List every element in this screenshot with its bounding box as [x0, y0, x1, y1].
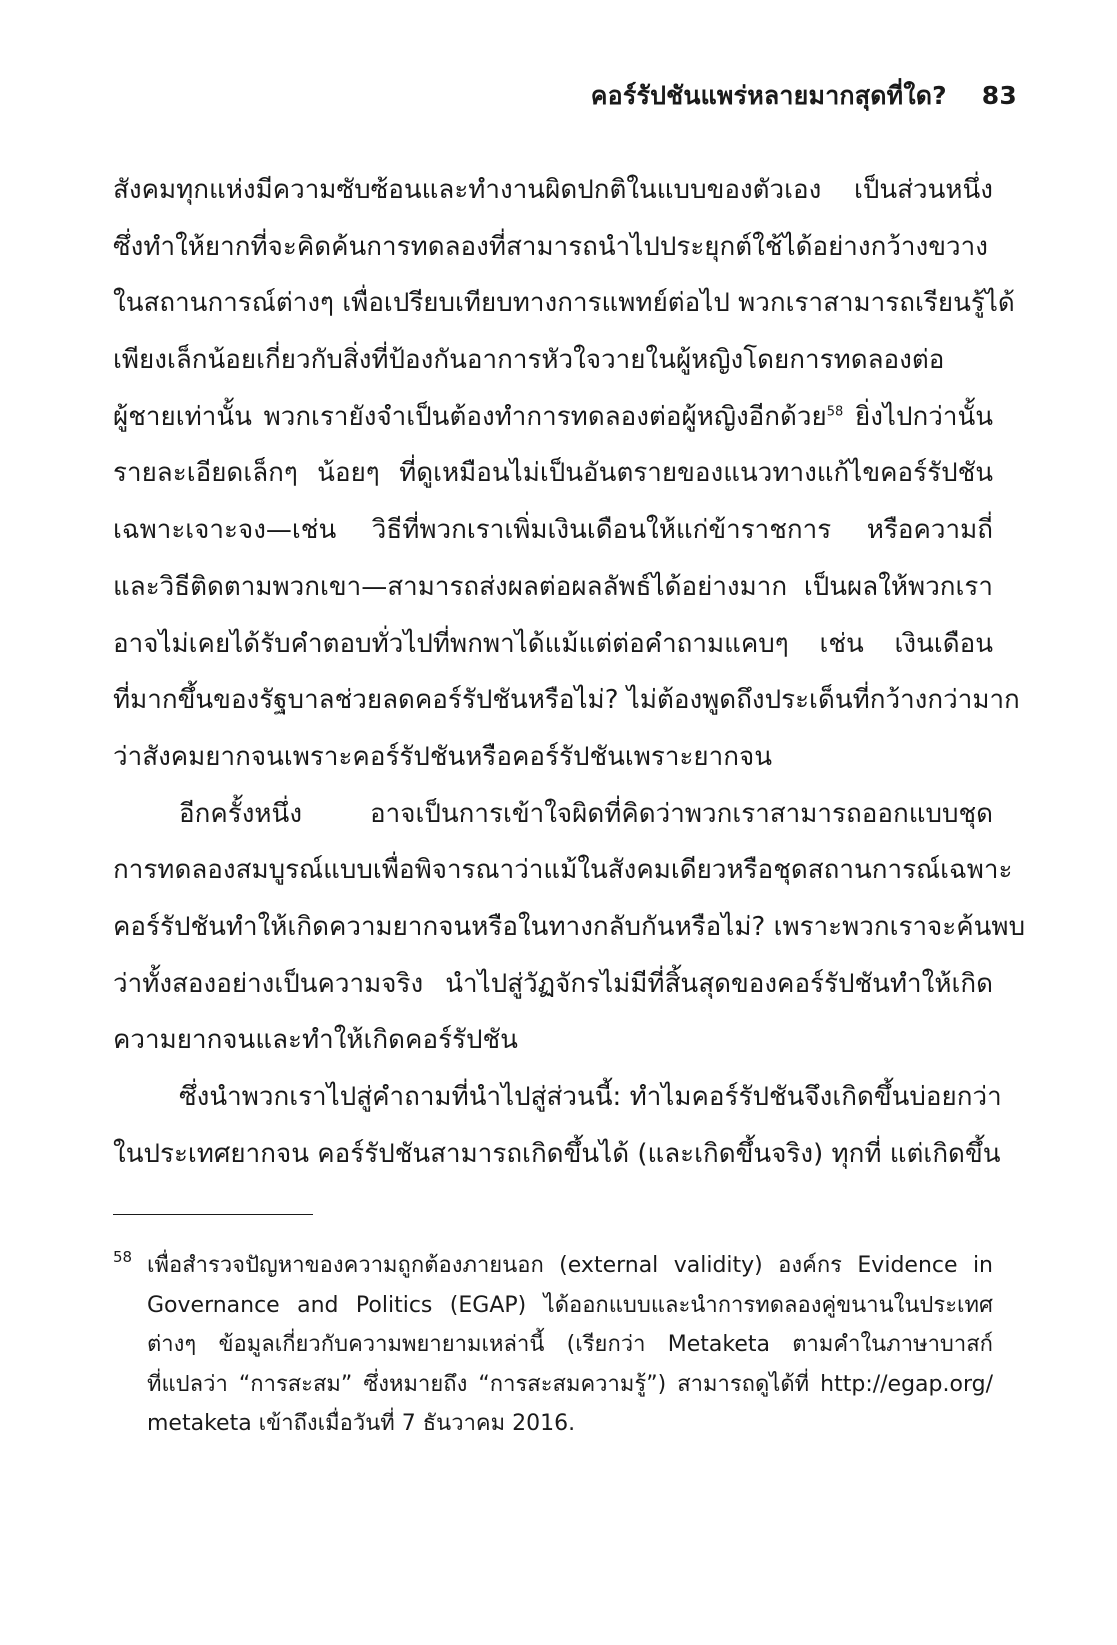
text-line: ซึ่งนำพวกเราไปสู่คำถามที่นำไปสู่ส่วนนี้: ทำไมคอร์รัปชันจึงเกิดขึ้นบ่อยกว่า — [179, 1082, 1002, 1112]
footnote-number: 58 — [113, 1248, 133, 1266]
text-line: ว่าสังคมยากจนเพราะคอร์รัปชันหรือคอร์รัปชันเพราะยากจน — [113, 741, 773, 772]
footnote-divider — [113, 1214, 313, 1215]
body-text — [113, 162, 1026, 1182]
text-line: เฉพาะเจาะจง—เช่น วิธีที่พวกเราเพิ่มเงินเดือนให้แก่ข้าราชการ หรือความถี่ — [113, 515, 993, 546]
paragraph-2 — [113, 786, 1026, 1069]
text-segment: ผู้ชายเท่านั้น พวกเรายังจำเป็นต้องทำการทดลองต่อผู้หญิงอีกด้วย — [113, 401, 827, 432]
text-line: ในสถานการณ์ต่างๆ เพื่อเปรียบเทียบทางการแพทย์ต่อไป พวกเราสามารถเรียนรู้ได้ — [113, 288, 1015, 319]
text-line: อาจไม่เคยได้รับคำตอบทั่วไปที่พกพาได้แม้แต่ต่อคำถามแคบๆ เช่น เงินเดือน — [113, 628, 993, 659]
running-head — [591, 76, 1017, 116]
text-line-with-footnote-ref — [113, 389, 993, 446]
paragraph-3 — [113, 1069, 1002, 1182]
text-line: การทดลองสมบูรณ์แบบเพื่อพิจารณาว่าแม้ในสังคมเดียวหรือชุดสถานการณ์เฉพาะ — [113, 855, 1013, 886]
text-line: ที่มากขึ้นของรัฐบาลช่วยลดคอร์รัปชันหรือไม่? ไม่ต้องพูดถึงประเด็นที่กว้างกว่ามาก — [113, 685, 1020, 716]
text-line: คอร์รัปชันทำให้เกิดความยากจนหรือในทางกลับกันหรือไม่? เพราะพวกเราจะค้นพบ — [113, 911, 1026, 942]
paragraph-1 — [113, 162, 1020, 786]
text-line: และวิธีติดตามพวกเขา—สามารถส่งผลต่อผลลัพธ์ได้อย่างมาก เป็นผลให้พวกเรา — [113, 571, 993, 602]
footnote-line: ต่างๆ ข้อมูลเกี่ยวกับความพยายามเหล่านี้ (เรียกว่า Metaketa ตามคำในภาษาบาสก์ — [147, 1332, 993, 1357]
footnote-line: metaketa เข้าถึงเมื่อวันที่ 7 ธันวาคม 2016. — [147, 1411, 576, 1436]
text-line: ความยากจนและทำให้เกิดคอร์รัปชัน — [113, 1025, 518, 1056]
footnote — [113, 1246, 993, 1444]
text-line: เพียงเล็กน้อยเกี่ยวกับสิ่งที่ป้องกันอาการหัวใจวายในผู้หญิงโดยการทดลองต่อ — [113, 345, 945, 376]
text-line: ว่าทั้งสองอย่างเป็นความจริง นำไปสู่วัฏจักรไม่มีที่สิ้นสุดของคอร์รัปชันทำให้เกิด — [113, 968, 993, 999]
text-line: ซึ่งทำให้ยากที่จะคิดค้นการทดลองที่สามารถนำไปประยุกต์ใช้ได้อย่างกว้างขวาง — [113, 231, 988, 262]
footnote-body — [147, 1246, 993, 1444]
footnote-line: Governance and Politics (EGAP) ได้ออกแบบและนำการทดลองคู่ขนานในประเทศ — [147, 1292, 993, 1318]
footnote-reference[interactable]: 58 — [826, 404, 844, 420]
text-line: รายละเอียดเล็กๆ น้อยๆ ที่ดูเหมือนไม่เป็นอันตรายของแนวทางแก้ไขคอร์รัปชัน — [113, 458, 993, 489]
footnote-line: เพื่อสำรวจปัญหาของความถูกต้องภายนอก (external validity) องค์กร Evidence in — [147, 1253, 993, 1278]
text-line: ในประเทศยากจน คอร์รัปชันสามารถเกิดขึ้นได้ (และเกิดขึ้นจริง) ทุกที่ แต่เกิดขึ้น — [113, 1138, 1001, 1169]
text-line: สังคมทุกแห่งมีความซับซ้อนและทำงานผิดปกติในแบบของตัวเอง เป็นส่วนหนึ่ง — [113, 175, 993, 205]
footnote-line: ที่แปลว่า “การสะสม” ซึ่งหมายถึง “การสะสมความรู้”) สามารถดูได้ที่ http://egap.org/ — [147, 1371, 993, 1397]
chapter-title: คอร์รัปชันแพร่หลายมากสุดที่ใด? — [590, 81, 947, 110]
page-number: 83 — [981, 81, 1017, 110]
text-segment: ยิ่งไปกว่านั้น — [855, 401, 993, 432]
text-line: อีกครั้งหนึ่ง อาจเป็นการเข้าใจผิดที่คิดว่าพวกเราสามารถออกแบบชุด — [179, 798, 993, 829]
